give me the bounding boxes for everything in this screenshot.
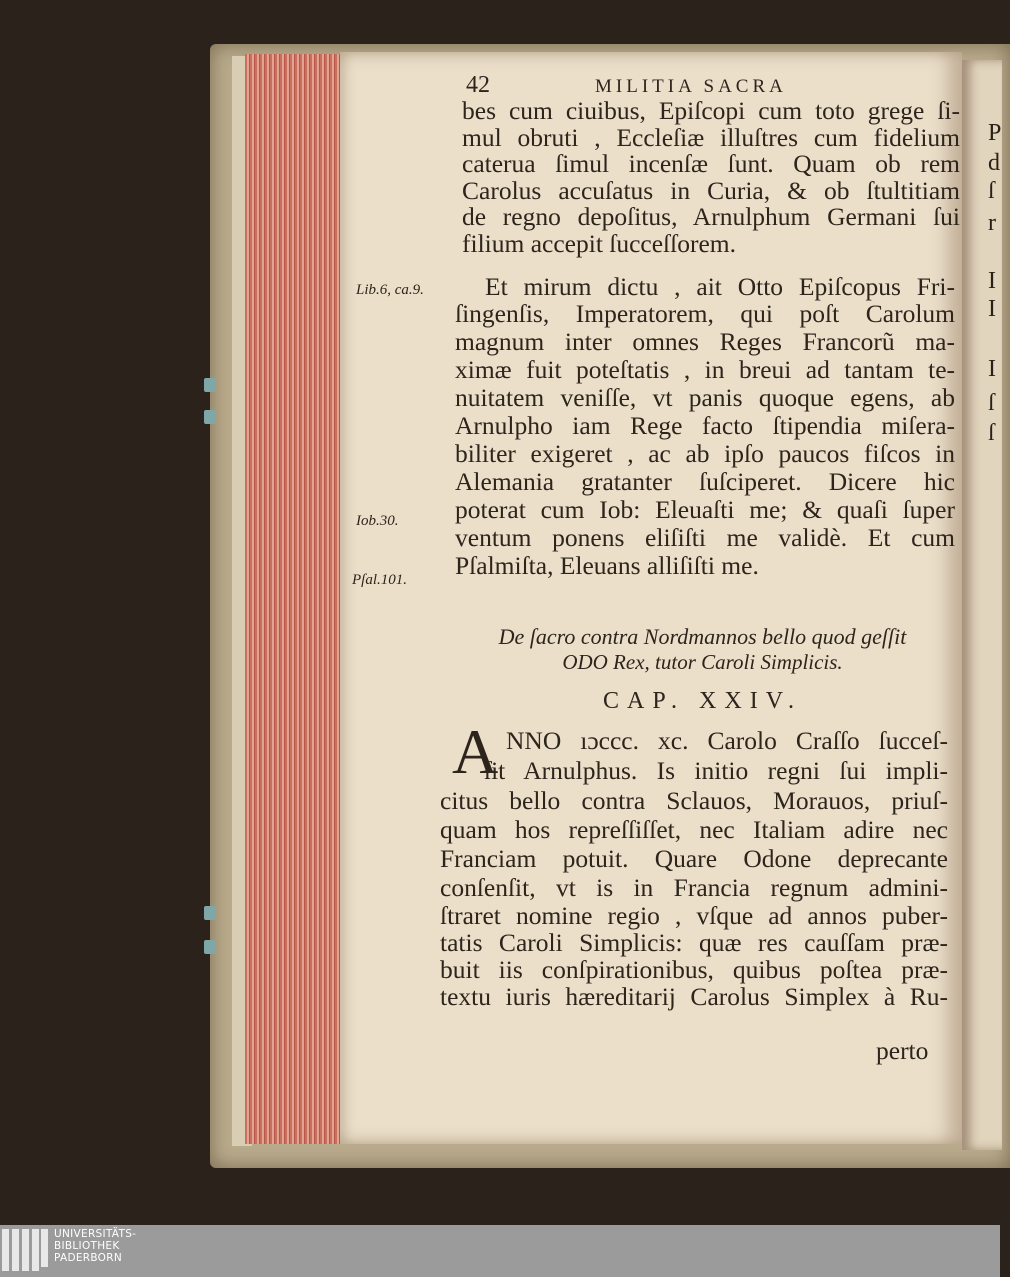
logo-line: PADERBORN — [54, 1252, 122, 1264]
clasp — [204, 906, 216, 920]
text-line: ſtraret nomine regio , vſque ad annos puber- — [440, 901, 948, 930]
page-number: 42 — [466, 72, 490, 98]
text-line: ventum ponens eliſiſti me validè. Et cum — [455, 522, 955, 552]
fragment: I — [988, 356, 996, 382]
margin-note: Lib.6, ca.9. — [356, 282, 424, 298]
paragraph-1 — [462, 98, 960, 257]
chapter-number: CAP. XXIV. — [603, 688, 802, 714]
fragment: I — [988, 296, 996, 322]
paragraph-2 — [455, 274, 955, 579]
text-line: tatis Caroli Simplicis: quæ res cauſſam præ- — [440, 928, 948, 957]
text-line: citus bello contra Sclauos, Morauos, priuſ- — [440, 786, 948, 815]
paragraph-3 — [440, 728, 948, 1011]
text-line: Arnulpho iam Rege facto ſtipendia miſera- — [455, 410, 955, 440]
text-line: nuitatem veniſſe, vt panis quoque egens, ab — [455, 382, 955, 412]
catchword: perto — [876, 1036, 929, 1065]
red-page-edges — [245, 54, 341, 1144]
text-line: quam hos repreſſiſſet, nec Italiam adire nec — [440, 815, 948, 844]
facing-page — [962, 60, 1002, 1150]
running-title: MILITIA SACRA — [595, 76, 787, 97]
text-line: Pſalmiſta, Eleuans alliſiſti me. — [455, 550, 759, 580]
text-line: NNO ıɔccc. xc. Carolo Craſſo ſucceſ- — [506, 726, 948, 755]
fragment: ſ — [988, 178, 995, 204]
drop-cap: A — [452, 716, 499, 787]
clasp — [204, 378, 216, 392]
text-line: Alemania gratanter ſuſciperet. Dicere hic — [455, 466, 955, 496]
margin-note: Iob.30. — [356, 513, 399, 529]
text-line: ſingenſis, Imperatorem, qui poſt Carolum — [455, 298, 955, 328]
library-logo-text — [54, 1228, 136, 1264]
logo-line: UNIVERSITÄTS- — [54, 1228, 137, 1240]
text-line: mul obruti , Eccleſiæ illuſtres cum fidelium — [462, 122, 960, 152]
clasp — [204, 410, 216, 424]
footer-bar — [0, 1225, 1000, 1277]
text-line: Carolus accuſatus in Curia, & ob ſtultitiam — [462, 175, 960, 205]
fragment: ſ — [988, 420, 995, 446]
text-line: de regno depoſitus, Arnulphum Germani ſui — [462, 202, 960, 231]
text-line: Franciam potuit. Quare Odone deprecante — [440, 844, 948, 873]
clasp — [204, 940, 216, 954]
chapter-heading-line-2: ODO Rex, tutor Caroli Simplicis. — [562, 650, 843, 674]
fragment: I — [988, 268, 996, 294]
logo-line: BIBLIOTHEK — [54, 1240, 120, 1252]
text-line: magnum inter omnes Reges Francorũ ma- — [455, 326, 955, 356]
text-line: caterua ſimul incenſæ ſunt. Quam ob rem — [462, 149, 960, 178]
fragment: r — [988, 210, 996, 236]
fragment: ſ — [988, 390, 995, 416]
text-line: ximæ fuit poteſtatis , in breui ad tantam te- — [455, 354, 955, 384]
fragment: P — [988, 120, 1002, 146]
text-line: filium accepit ſucceſſorem. — [462, 228, 737, 258]
chapter-heading-line-1: De ſacro contra Nordmannos bello quod geſſit — [498, 624, 907, 649]
text-line: buit iis conſpirationibus, quibus poſtea præ- — [440, 955, 948, 984]
fragment: d — [988, 150, 1000, 176]
text-line: textu iuris hæreditarij Carolus Simplex à Ru- — [440, 982, 948, 1011]
text-line: ſit Arnulphus. Is initio regni ſui impli- — [484, 756, 948, 785]
text-line: biliter exigeret , ac ab ipſo paucos fiſcos in — [455, 438, 955, 468]
text-line: bes cum ciuibus, Epiſcopi cum toto grege ſi- — [462, 96, 960, 125]
margin-note: Pſal.101. — [352, 572, 407, 588]
text-line: Et mirum dictu , ait Otto Epiſcopus Fri- — [485, 272, 955, 301]
text-line: conſenſit, vt is in Francia regnum admini- — [440, 873, 948, 902]
text-line: poterat cum Iob: Eleuaſti me; & quaſi ſuper — [455, 494, 955, 524]
